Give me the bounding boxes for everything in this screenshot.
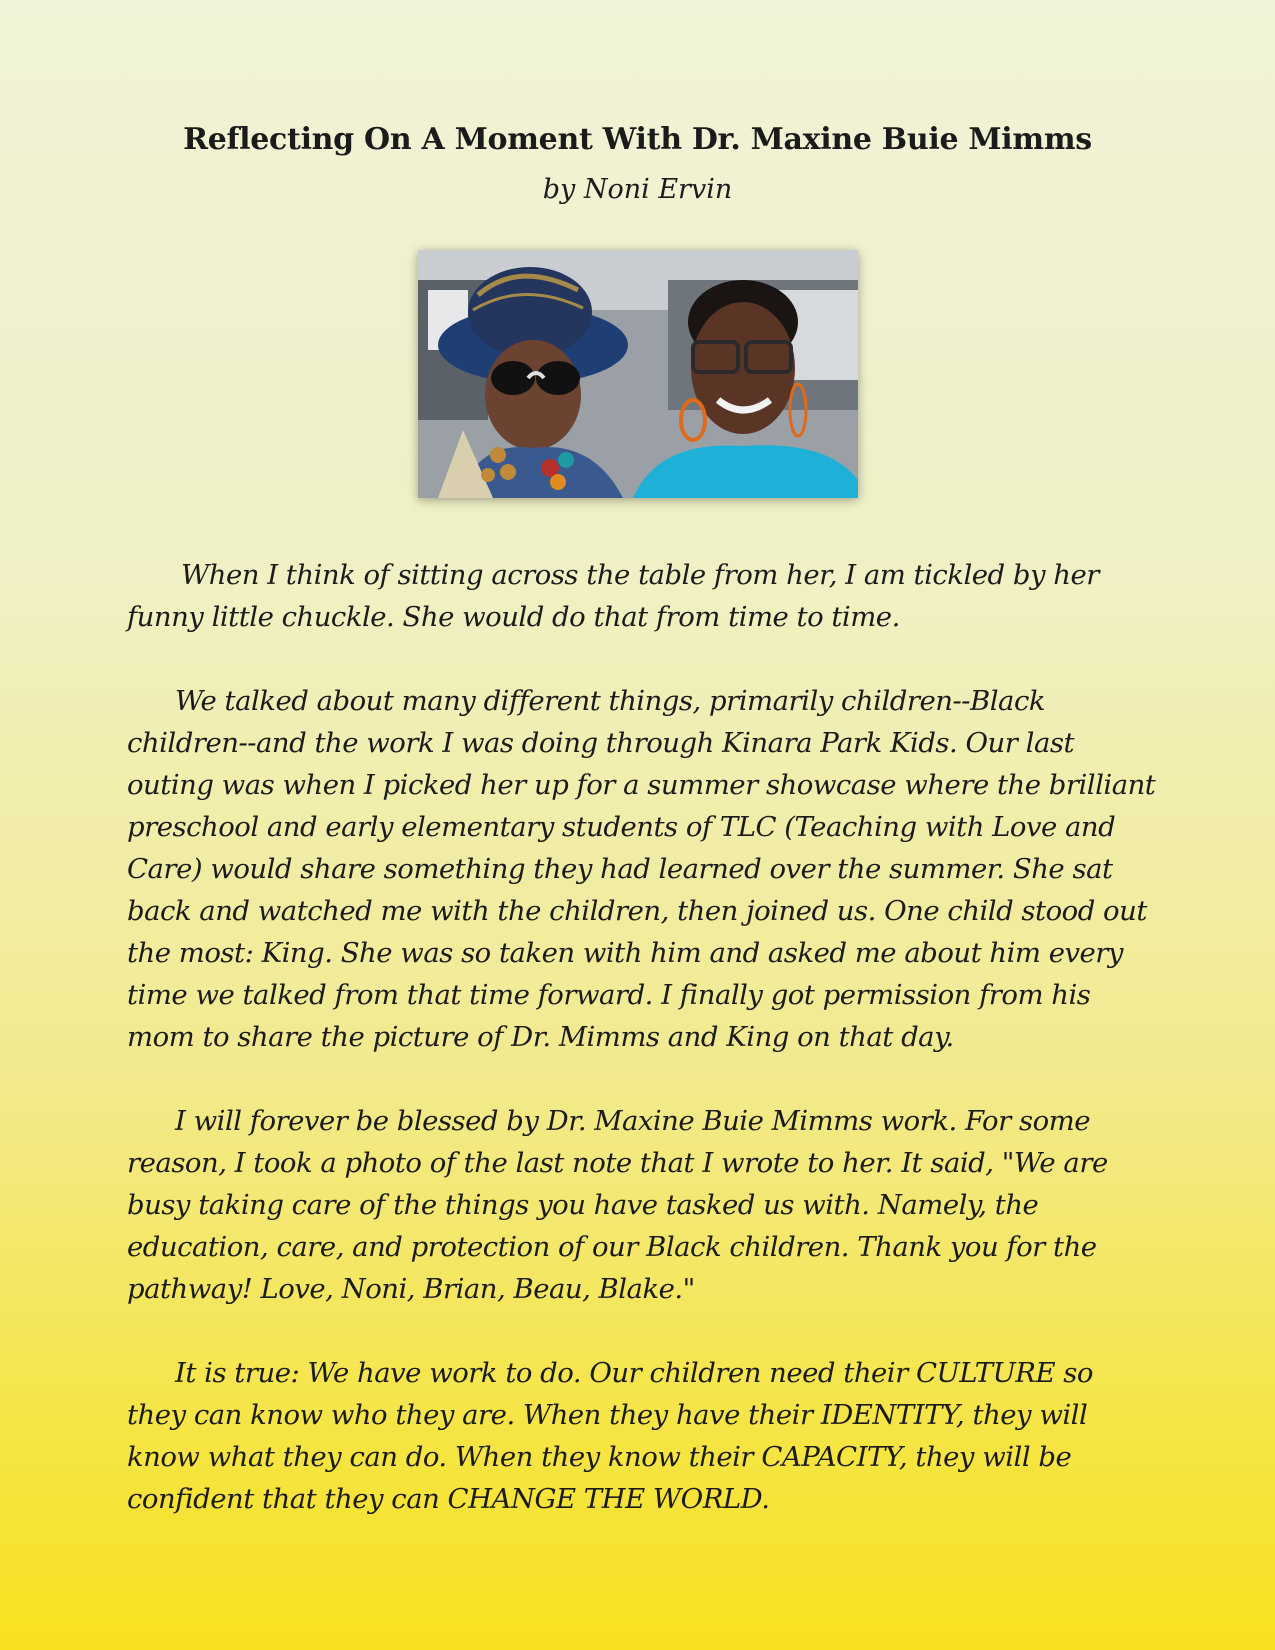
body-paragraph-3: I will forever be blessed by Dr. Maxine Buie Mimms work. For some reason, I took a photo of the last note that I wrote to her. It said, "We are busy taking care of the things you have tasked us with. Namely, the education, care, and protection of our Black children. Thank you for the pathway! Love, Noni, Brian, Beau, Blake." bbox=[127, 1105, 1108, 1305]
body-paragraph-1: When I think of sitting across the table from her, I am tickled by her funny little chuckle. She would do that from time to time. bbox=[127, 559, 1099, 633]
article-body bbox=[127, 554, 1157, 1562]
photo-of-two-women-in-car-icon bbox=[418, 250, 858, 498]
body-paragraph-4: It is true: We have work to do. Our children need their CULTURE so they can know who they are. When they have their IDENTITY, they will know what they can do. When they know their CAPACITY, they will be confident that they can CHANGE THE WORLD. bbox=[127, 1357, 1093, 1515]
article-title: Reflecting On A Moment With Dr. Maxine Buie Mimms bbox=[183, 122, 1092, 157]
body-paragraph-2: We talked about many different things, primarily children--Black children--and the work I was doing through Kinara Park Kids. Our last outing was when I picked her up for a summer showcase where the brilliant preschool and early elementary students of TLC (Teaching with Love and Care) would share something they had learned over the summer. She sat back and watched me with the children, then joined us. One child stood out the most: King. She was so taken with him and asked me about him every time we talked from that time forward. I finally got permission from his mom to share the picture of Dr. Mimms and King on that day. bbox=[127, 685, 1156, 1053]
article-byline: by Noni Ervin bbox=[542, 174, 733, 205]
article-photo bbox=[418, 250, 858, 498]
